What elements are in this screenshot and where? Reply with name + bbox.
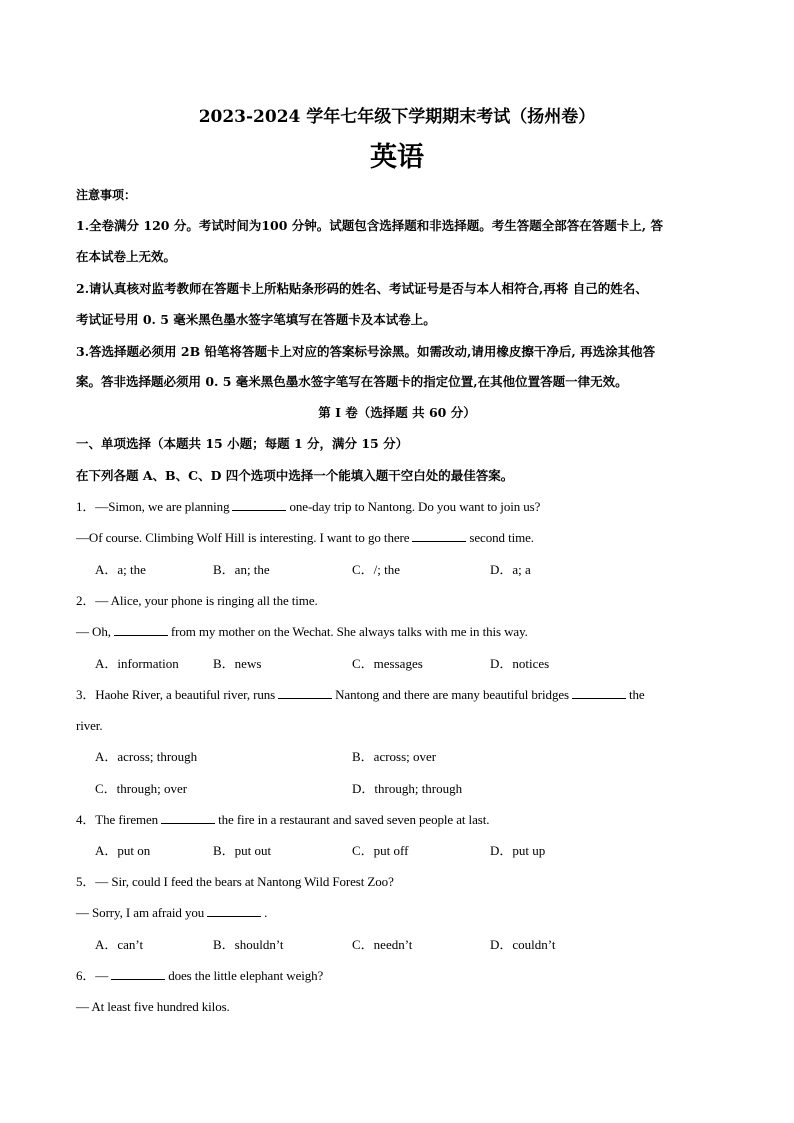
question-text: 1．—Simon, we are planning (76, 499, 230, 514)
response-text: — Oh, (76, 624, 111, 639)
question-text: 5．— Sir, could I feed the bears at Nantong Wild Forest Zoo? (76, 874, 394, 889)
notice-item-3-line-1: 3.答选择题必须用 2B 铅笔将答题卡上对应的答案标号涂黑。如需改动,请用橡皮擦干净后, 再选涂其他答 (76, 344, 656, 359)
response-text: —Of course. Climbing Wolf Hill is interesting. I want to go there (76, 530, 410, 545)
question-3 (76, 686, 726, 704)
option-c: C．put off (352, 843, 409, 858)
question-text: one-day trip to Nantong. Do you want to join us? (289, 499, 541, 514)
answer-blank (412, 529, 466, 542)
question-text: the (628, 687, 645, 702)
answer-blank (278, 686, 332, 699)
option-b: B．an; the (213, 562, 270, 577)
answer-blank (161, 811, 215, 824)
option-d: D．a; a (490, 562, 531, 577)
question-text: 3．Haohe River, a beautiful river, runs (76, 687, 276, 702)
question-text: 2．— Alice, your phone is ringing all the time. (76, 593, 318, 608)
section-instruction: 在下列各题 A、B、C、D 四个选项中选择一个能填入题干空白处的最佳答案。 (76, 468, 514, 483)
notice-item-2-line-1: 2.请认真核对监考教师在答题卡上所粘贴条形码的姓名、考试证号是否与本人相符合,再将 自己的姓名、 (76, 281, 648, 296)
notice-item-1-line-2: 在本试卷上无效。 (76, 249, 177, 264)
question-2 (76, 592, 726, 610)
answer-blank (111, 967, 165, 980)
notice-heading: 注意事项： (76, 188, 137, 202)
question-1-response (76, 529, 726, 547)
option-c: C．messages (352, 656, 423, 671)
response-text: second time. (469, 530, 534, 545)
option-a: A．across; through (95, 749, 198, 764)
option-b: B．news (213, 656, 262, 671)
question-text: the fire in a restaurant and saved seven people at last. (218, 812, 490, 827)
question-text: 6．— (76, 968, 109, 983)
option-a: A．can’t (95, 937, 144, 952)
option-b: B．shouldn’t (213, 937, 284, 952)
option-d: D．couldn’t (490, 937, 556, 952)
exam-title: 2023-2024 学年七年级下学期期末考试（扬州卷） (198, 107, 596, 127)
option-b: B．across; over (352, 749, 437, 764)
section-heading: 一、单项选择（本题共 15 小题；每题 1 分，满分 15 分） (76, 436, 409, 451)
notice-item-2-line-2: 考试证号用 0. 5 毫米黑色墨水签字笔填写在答题卡及本试卷上。 (76, 312, 436, 327)
response-text: . (264, 905, 268, 920)
question-3-continued: river. (76, 718, 103, 733)
option-c: C．through; over (95, 781, 188, 796)
part-title: 第 I 卷（选择题 共 60 分） (318, 405, 476, 420)
subject-title: 英语 (370, 142, 424, 173)
question-text: Nantong and there are many beautiful bridges (335, 687, 569, 702)
option-a: A．information (95, 656, 179, 671)
option-c: C．/; the (352, 562, 401, 577)
option-b: B．put out (213, 843, 272, 858)
answer-blank (232, 498, 286, 511)
answer-blank (207, 904, 261, 917)
notice-item-1-line-1: 1.全卷满分 120 分。考试时间为100 分钟。试题包含选择题和非选择题。考生答题全部答在答题卡上, 答 (76, 218, 663, 233)
option-a: A．put on (95, 843, 151, 858)
answer-blank (114, 623, 168, 636)
notice-item-3-line-2: 案。答非选择题必须用 0. 5 毫米黑色墨水签字笔写在答题卡的指定位置,在其他位置答题一律无效。 (76, 374, 628, 389)
question-2-response (76, 623, 726, 641)
answer-blank (572, 686, 626, 699)
question-5 (76, 873, 726, 891)
option-d: D．notices (490, 656, 550, 671)
question-1 (76, 498, 726, 516)
question-5-response (76, 904, 726, 922)
question-4 (76, 811, 726, 829)
option-d: D．put up (490, 843, 546, 858)
response-text: from my mother on the Wechat. She always talks with me in this way. (170, 624, 528, 639)
question-6 (76, 967, 726, 985)
option-c: C．needn’t (352, 937, 413, 952)
response-text: — Sorry, I am afraid you (76, 905, 205, 920)
question-text: does the little elephant weigh? (168, 968, 324, 983)
option-d: D．through; through (352, 781, 463, 796)
question-6-response: — At least five hundred kilos. (76, 999, 230, 1014)
option-a: A．a; the (95, 562, 146, 577)
question-text: 4．The firemen (76, 812, 159, 827)
